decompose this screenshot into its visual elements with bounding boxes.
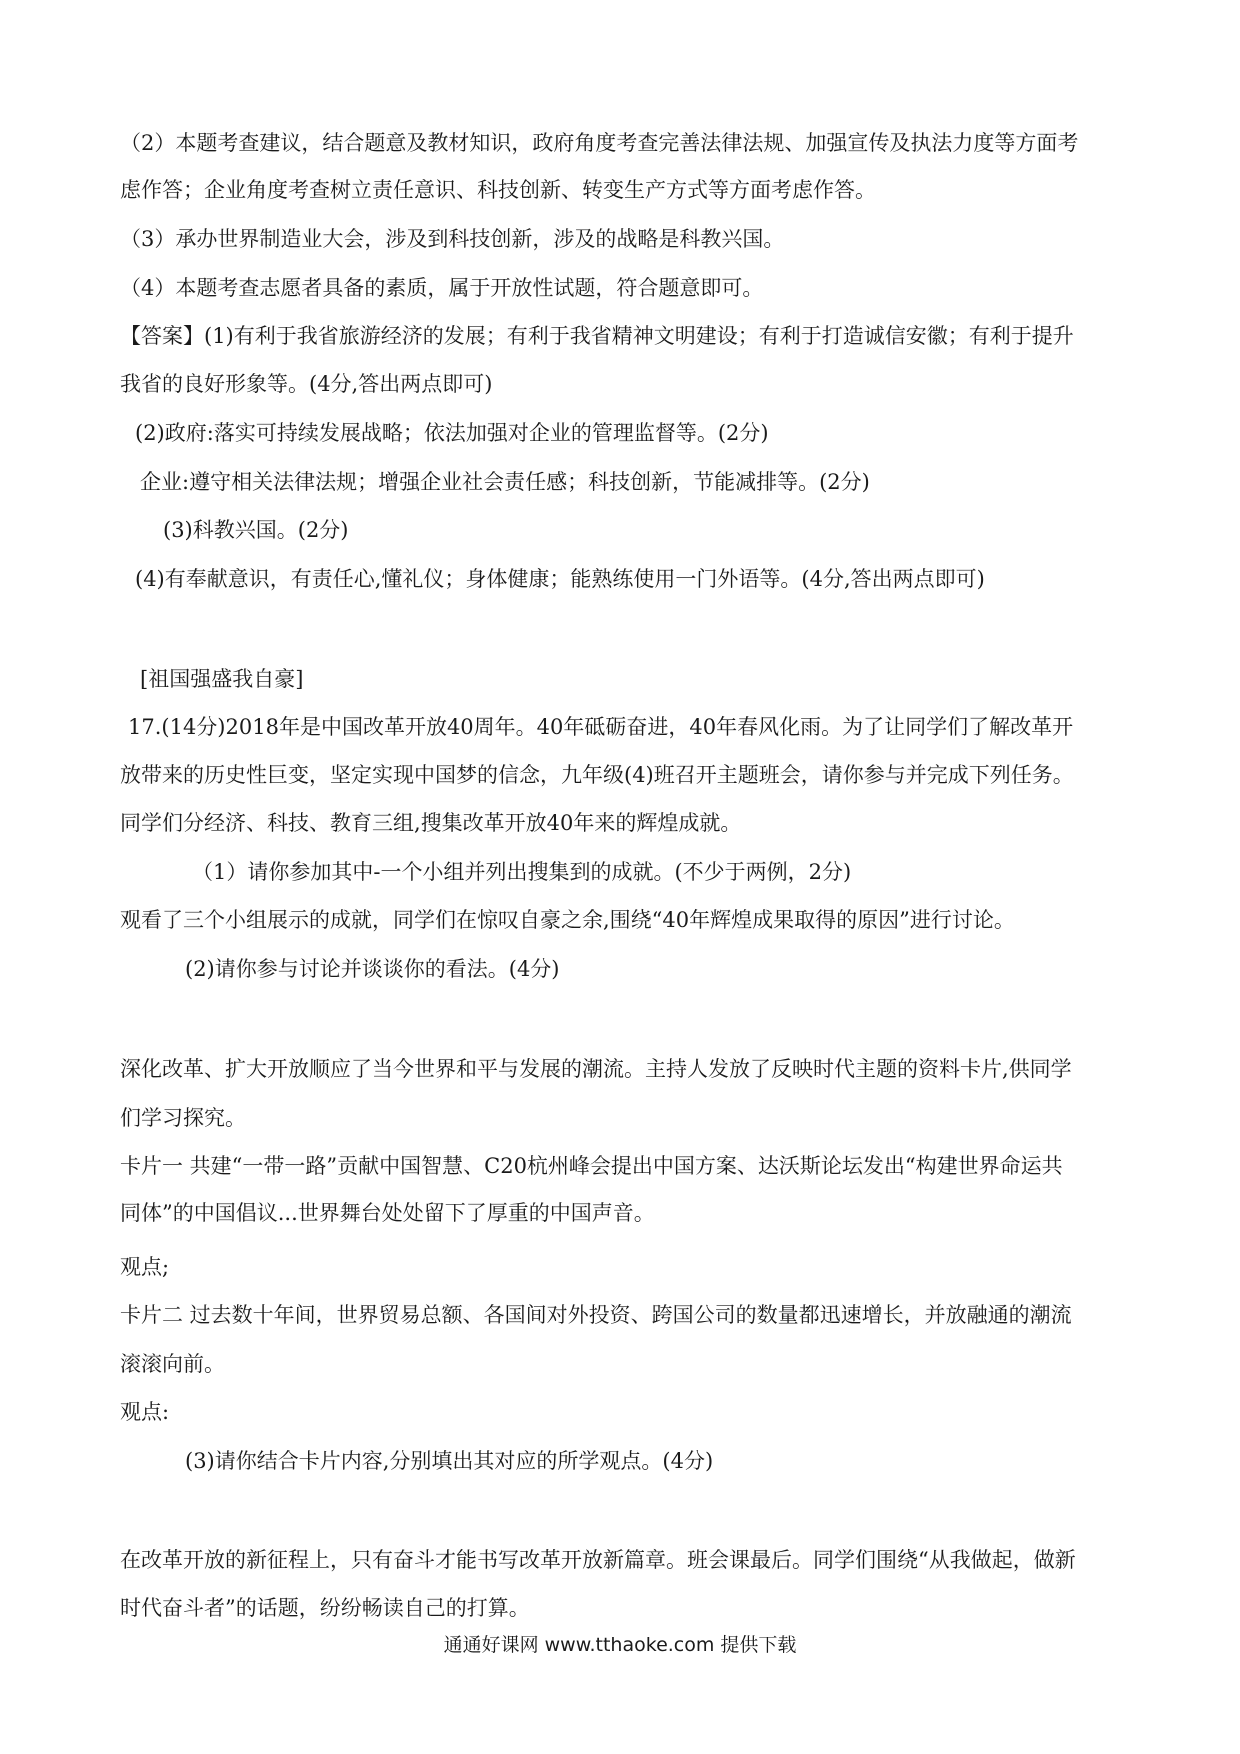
question-line: 在改革开放的新征程上，只有奋斗才能书写改革开放新篇章。班会课最后。同学们围绕“从我做起，做新: [120, 1548, 1076, 1572]
card-one-line: 卡片一 共建“一带一路”贡献中国智慧、C20杭州峰会提出中国方案、达沃斯论坛发出“构建世界命运共: [120, 1154, 1063, 1178]
footer-source: 通通好课网 www.tthaoke.com 提供下载: [443, 1634, 797, 1656]
card-one-line: 同体”的中国倡议...世界舞台处处留下了厚重的中国声音。: [120, 1201, 655, 1225]
text-line: 虑作答；企业角度考查树立责任意识、科技创新、转变生产方式等方面考虑作答。: [120, 178, 876, 202]
card-two-line: 滚滚向前。: [120, 1352, 225, 1376]
answer-line: 我省的良好形象等。(4分,答出两点即可): [120, 372, 493, 396]
card-two-line: 卡片二 过去数十年间，世界贸易总额、各国间对外投资、跨国公司的数量都迅速增长，并放融通的潮流: [120, 1303, 1072, 1327]
answer-line: 企业:遵守相关法律法规；增强企业社会责任感；科技创新，节能减排等。(2分): [140, 470, 870, 494]
text-line: （4）本题考查志愿者具备的素质，属于开放性试题，符合题意即可。: [120, 276, 764, 300]
question-line: 放带来的历史性巨变，坚定实现中国梦的信念，九年级(4)班召开主题班会，请你参与并完成下列任务。: [120, 763, 1074, 787]
question-line: (3)请你结合卡片内容,分别填出其对应的所学观点。(4分): [185, 1449, 714, 1473]
answer-line: (2)政府:落实可持续发展战略；依法加强对企业的管理监督等。(2分): [135, 421, 769, 445]
question-line: 时代奋斗者”的话题，纷纷畅读自己的打算。: [120, 1596, 530, 1620]
question-line: 观看了三个小组展示的成就，同学们在惊叹自豪之余,围绕“40年辉煌成果取得的原因”进行讨论。: [120, 908, 1015, 932]
viewpoint-label: 观点:: [120, 1400, 170, 1424]
section-heading: [祖国强盛我自豪]: [140, 667, 304, 691]
question-line: (2)请你参与讨论并谈谈你的看法。(4分): [185, 957, 560, 981]
question-line: （1）请你参加其中-一个小组并列出搜集到的成就。(不少于两例，2分): [192, 860, 852, 884]
answer-line: (3)科教兴国。(2分): [163, 518, 349, 542]
text-line: （3）承办世界制造业大会，涉及到科技创新，涉及的战略是科教兴国。: [120, 227, 785, 251]
question-line: 深化改革、扩大开放顺应了当今世界和平与发展的潮流。主持人发放了反映时代主题的资料卡片,供同学: [120, 1057, 1072, 1081]
answer-line: 【答案】(1)有利于我省旅游经济的发展；有利于我省精神文明建设；有利于打造诚信安徽；有利于提升: [120, 324, 1074, 348]
viewpoint-label: 观点;: [120, 1255, 170, 1279]
text-line: （2）本题考查建议，结合题意及教材知识，政府角度考查完善法律法规、加强宣传及执法力度等方面考: [120, 131, 1079, 155]
answer-line: (4)有奉献意识，有责任心,懂礼仪；身体健康；能熟练使用一门外语等。(4分,答出两点即可): [135, 567, 985, 591]
question-line: 们学习探究。: [120, 1106, 246, 1130]
question-line: 同学们分经济、科技、教育三组,搜集改革开放40年来的辉煌成就。: [120, 811, 742, 835]
question-line: 17.(14分)2018年是中国改革开放40周年。40年砥砺奋进，40年春风化雨。为了让同学们了解改革开: [128, 715, 1074, 739]
